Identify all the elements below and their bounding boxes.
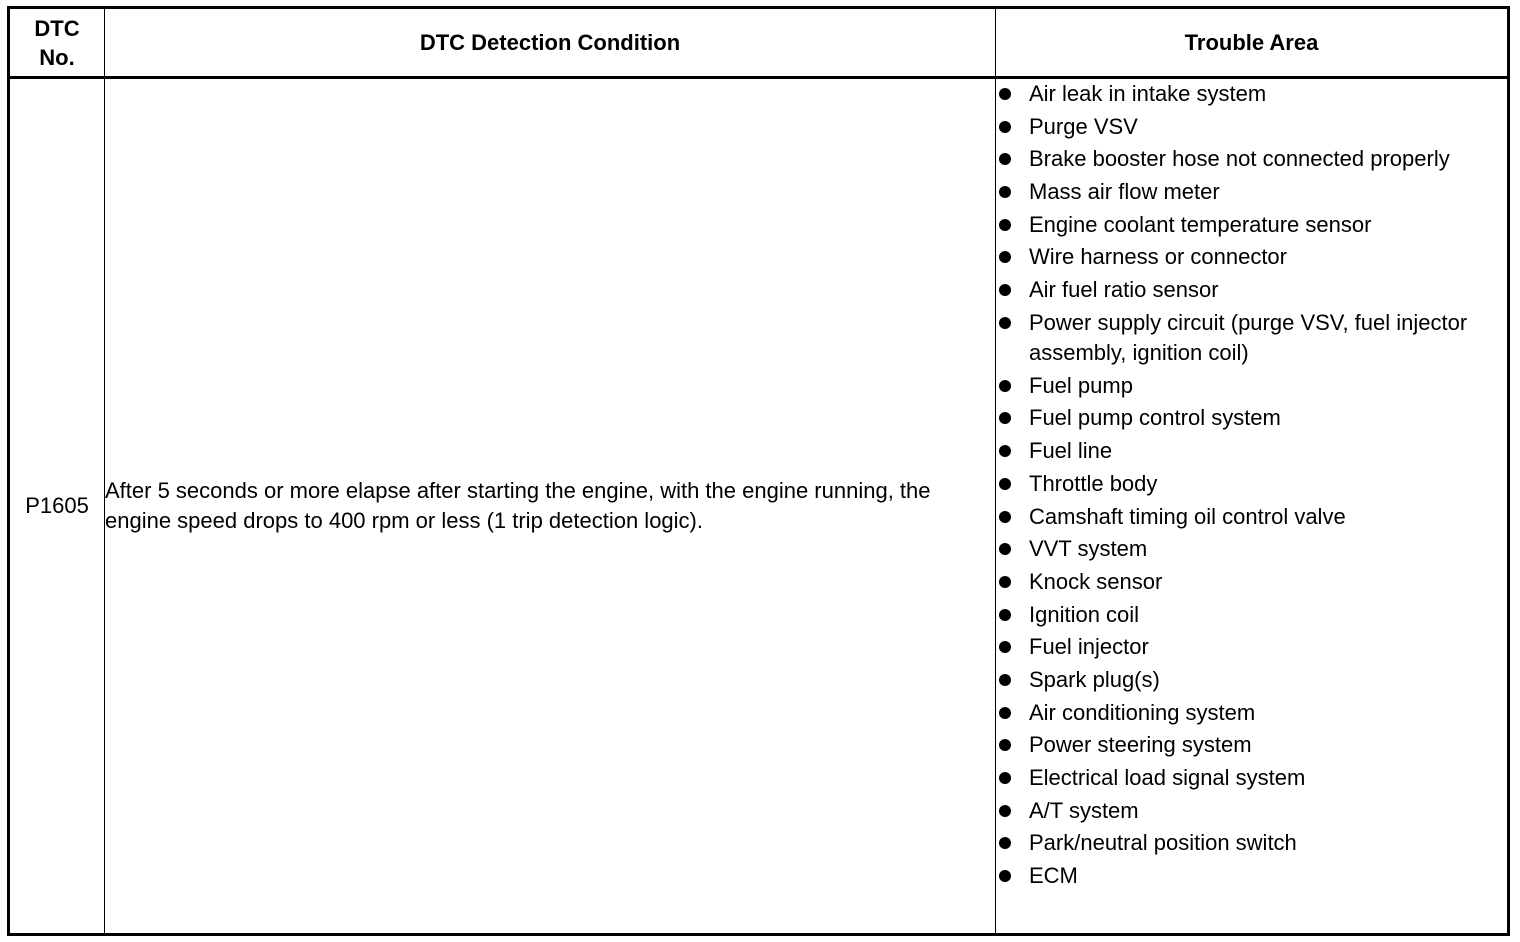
bullet-icon (999, 284, 1011, 296)
bullet-icon (999, 478, 1011, 490)
trouble-area-label: Brake booster hose not connected properly (1029, 146, 1450, 172)
trouble-area-item (996, 567, 1507, 597)
trouble-area-item (996, 698, 1507, 728)
trouble-area-label: A/T system (1029, 797, 1139, 823)
trouble-area-item (996, 796, 1507, 826)
header-detection-condition: DTC Detection Condition (105, 8, 996, 78)
trouble-area-item (996, 502, 1507, 532)
trouble-area-item (996, 210, 1507, 240)
trouble-area-cell (996, 78, 1509, 935)
trouble-area-label: Fuel pump control system (1029, 405, 1281, 431)
bullet-icon (999, 219, 1011, 231)
header-dtc-no (9, 8, 105, 78)
bullet-icon (999, 674, 1011, 686)
trouble-area-label: Fuel line (1029, 438, 1113, 464)
trouble-area-label: Fuel pump (1029, 372, 1133, 398)
trouble-area-item (996, 79, 1507, 109)
bullet-icon (999, 641, 1011, 653)
trouble-area-label: Wire harness or connector (1029, 244, 1287, 270)
bullet-icon (999, 870, 1011, 882)
trouble-area-label: Mass air flow meter (1029, 179, 1220, 205)
trouble-area-item (996, 371, 1507, 401)
table-header-row (9, 8, 1509, 78)
bullet-icon (999, 772, 1011, 784)
trouble-area-item (996, 534, 1507, 564)
bullet-icon (999, 805, 1011, 817)
bullet-icon (999, 121, 1011, 133)
trouble-area-item (996, 242, 1507, 272)
trouble-area-label: Electrical load signal system (1029, 765, 1306, 791)
trouble-area-item (996, 730, 1507, 760)
trouble-area-label: Spark plug(s) (1029, 666, 1160, 692)
bullet-icon (999, 576, 1011, 588)
trouble-area-list (996, 79, 1507, 891)
trouble-area-item (996, 665, 1507, 695)
bullet-icon (999, 412, 1011, 424)
bullet-icon (999, 317, 1011, 329)
trouble-area-label: Air fuel ratio sensor (1029, 277, 1219, 303)
trouble-area-item (996, 275, 1507, 305)
bullet-icon (999, 153, 1011, 165)
trouble-area-item (996, 828, 1507, 858)
bullet-icon (999, 707, 1011, 719)
bullet-icon (999, 543, 1011, 555)
trouble-area-label: Air leak in intake system (1029, 81, 1267, 106)
trouble-area-label: Fuel injector (1029, 634, 1149, 660)
trouble-area-label: Knock sensor (1029, 568, 1163, 594)
trouble-area-item (996, 600, 1507, 630)
detection-condition-cell: After 5 seconds or more elapse after starting the engine, with the engine running, the engine speed drops to 400 rpm or less (1 trip detection logic). (105, 78, 996, 935)
trouble-area-label: Air conditioning system (1029, 699, 1256, 725)
trouble-area-label: Purge VSV (1029, 113, 1138, 139)
trouble-area-label: Throttle body (1029, 470, 1158, 496)
trouble-area-item (996, 763, 1507, 793)
trouble-area-label: Camshaft timing oil control valve (1029, 503, 1346, 529)
bullet-icon (999, 380, 1011, 392)
trouble-area-label: VVT system (1029, 536, 1148, 562)
bullet-icon (999, 445, 1011, 457)
trouble-area-item (996, 436, 1507, 466)
trouble-area-item (996, 861, 1507, 891)
trouble-area-item (996, 403, 1507, 433)
trouble-area-label: Power steering system (1029, 732, 1252, 758)
bullet-icon (999, 251, 1011, 263)
bullet-icon (999, 186, 1011, 198)
trouble-area-item (996, 308, 1507, 369)
trouble-area-item (996, 632, 1507, 662)
bullet-icon (999, 88, 1011, 100)
trouble-area-item (996, 112, 1507, 142)
bullet-icon (999, 609, 1011, 621)
bullet-icon (999, 739, 1011, 751)
trouble-area-item (996, 144, 1507, 174)
dtc-code-cell: P1605 (9, 78, 105, 935)
header-trouble-area: Trouble Area (996, 8, 1509, 78)
trouble-area-item (996, 177, 1507, 207)
trouble-area-label: Park/neutral position switch (1029, 830, 1297, 856)
header-dtc-no-line1: DTC (34, 15, 80, 41)
table-row (9, 78, 1509, 935)
header-dtc-no-line2: No. (39, 44, 75, 70)
bullet-icon (999, 837, 1011, 849)
trouble-area-label: Power supply circuit (purge VSV, fuel injector assembly, ignition coil) (1029, 309, 1468, 366)
bullet-icon (999, 511, 1011, 523)
trouble-area-item (996, 469, 1507, 499)
dtc-table (7, 6, 1510, 936)
trouble-area-label: ECM (1029, 863, 1078, 889)
trouble-area-label: Engine coolant temperature sensor (1029, 211, 1372, 237)
trouble-area-label: Ignition coil (1029, 601, 1140, 627)
